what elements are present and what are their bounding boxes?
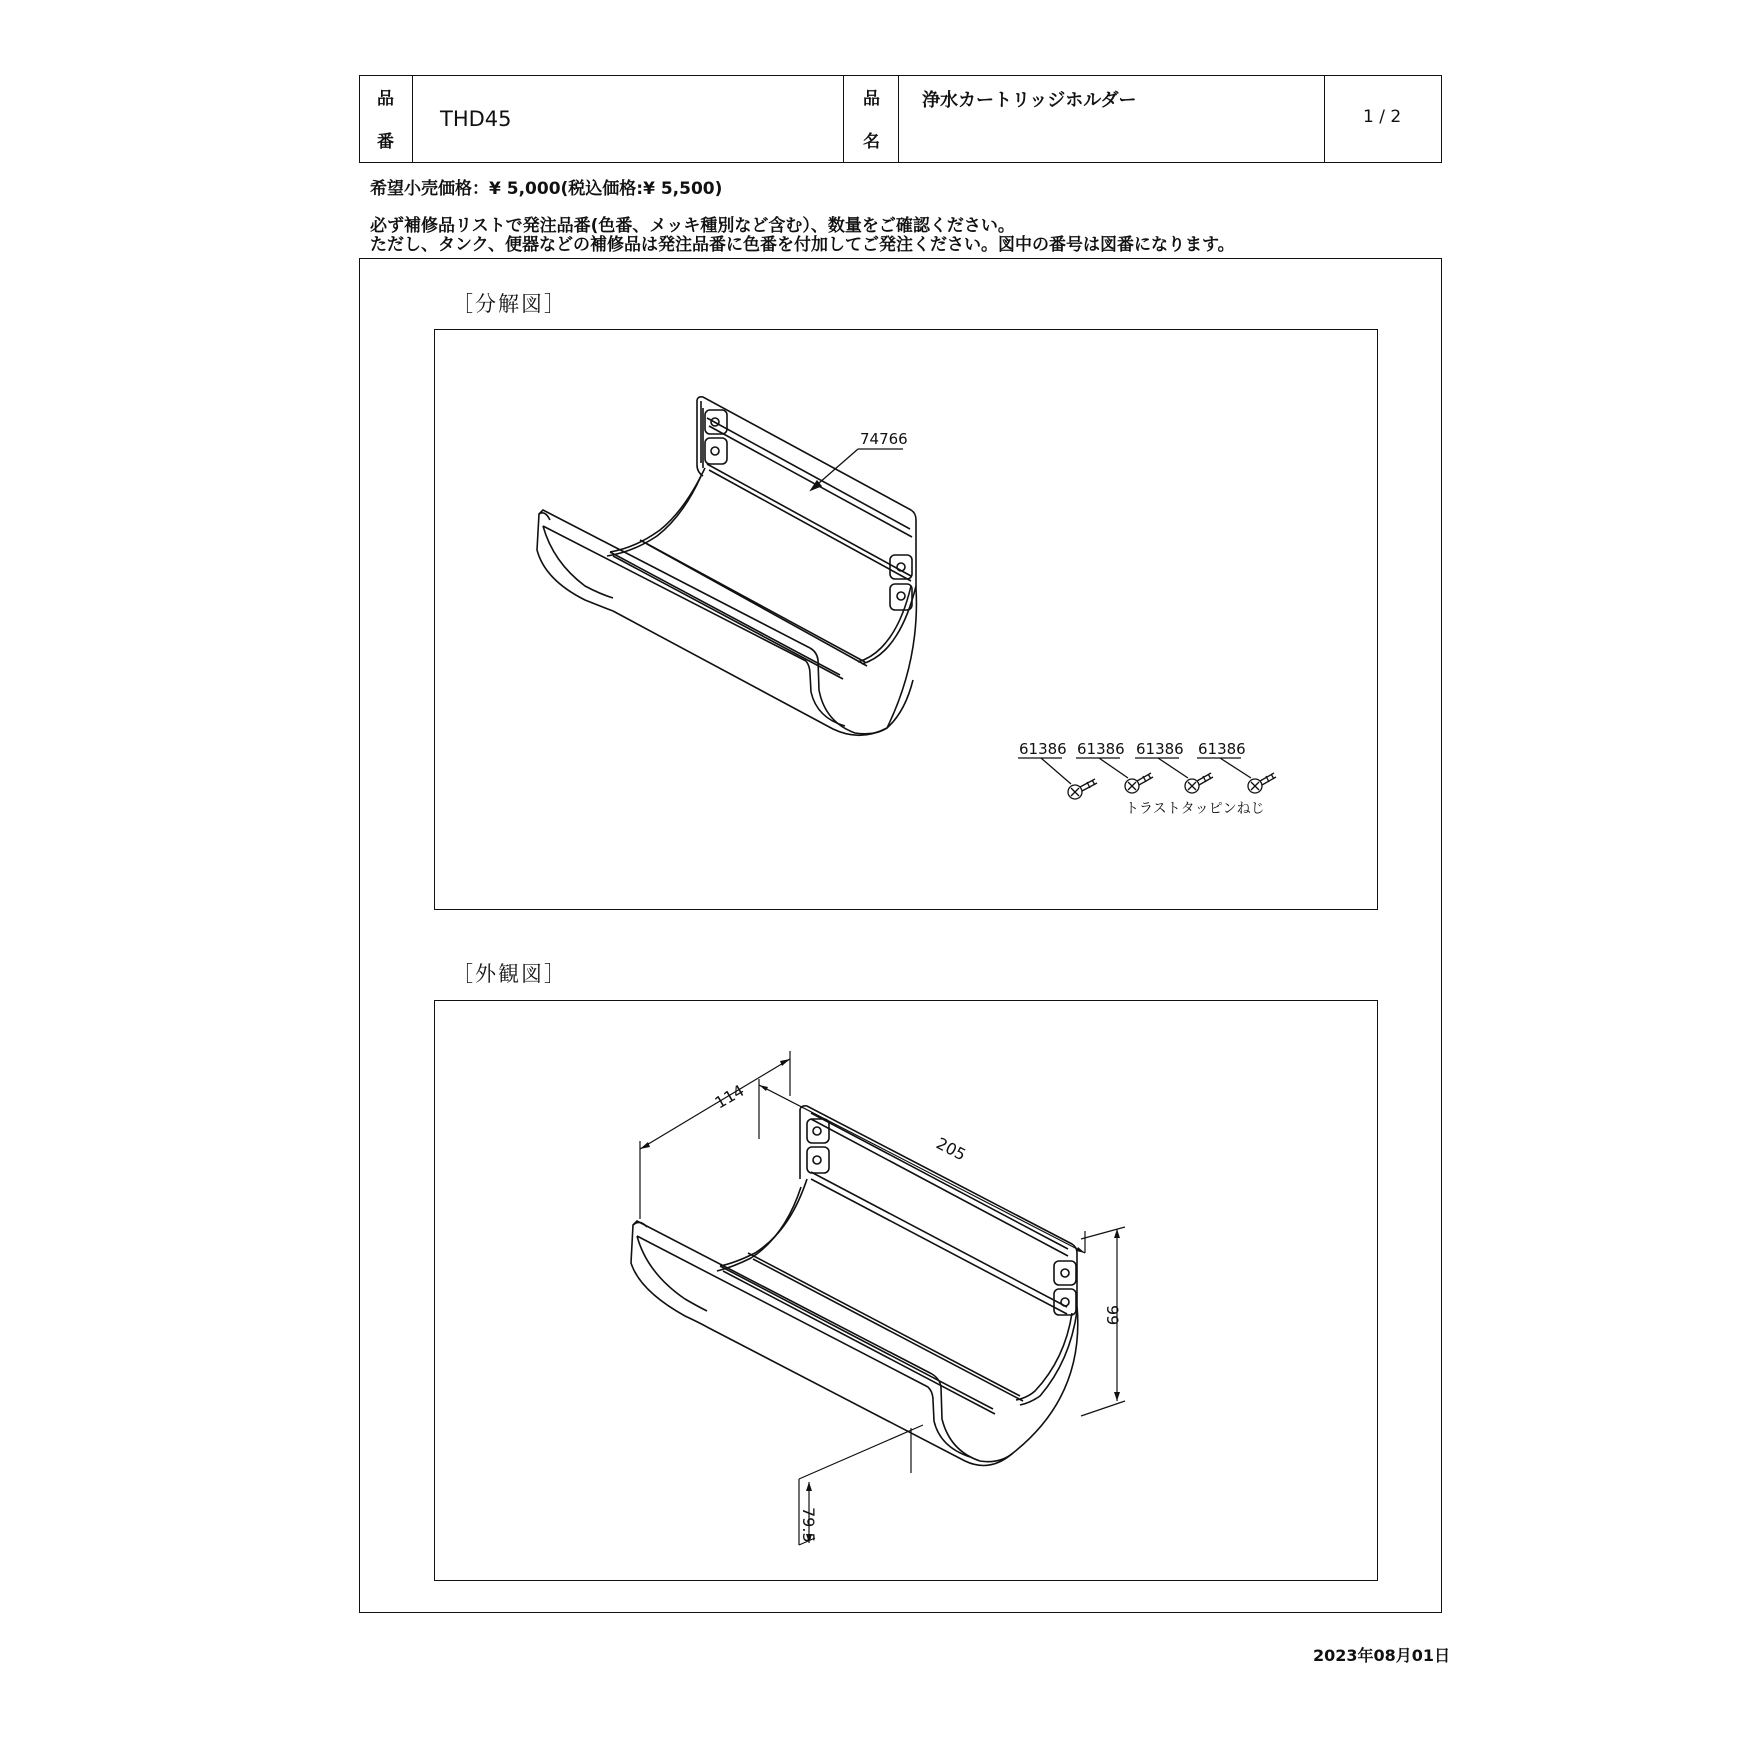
screw-label: 61386 — [1019, 740, 1067, 758]
exterior-view-frame — [434, 1000, 1378, 1581]
part-no-label: 番 — [377, 132, 394, 152]
exterior-view-title: ［外観図］ — [452, 962, 567, 986]
exploded-view-frame — [434, 329, 1378, 910]
order-note-2: ただし、タンク、便器などの補修品は発注品番に色番を付加してご発注ください。図中の番号は図番になります。 — [370, 235, 1235, 255]
screw-label: 61386 — [1198, 740, 1246, 758]
screw-icon — [1125, 773, 1153, 793]
name-label: 品 — [863, 89, 880, 109]
screw-name: トラストタッピンねじ — [1125, 801, 1265, 817]
screw-icon — [1185, 773, 1213, 793]
dimension-height: 99 — [1103, 1305, 1122, 1326]
page-number: 1 / 2 — [1363, 107, 1402, 127]
part-no-label: 品 — [377, 89, 394, 109]
screw-icon — [1068, 779, 1097, 799]
name-label: 名 — [863, 132, 880, 152]
title-block — [359, 75, 1442, 163]
divider — [1324, 76, 1325, 162]
dimension-depth: 114 — [711, 1080, 748, 1113]
divider — [898, 76, 899, 162]
part-label-74766: 74766 — [860, 430, 908, 448]
part-number: THD45 — [440, 107, 512, 131]
dimension-length: 205 — [933, 1133, 970, 1165]
holder-outline — [697, 400, 703, 476]
divider — [412, 76, 413, 162]
exploded-view-drawing — [435, 330, 1379, 911]
order-note-1: 必ず補修品リストで発注品番(色番、メッキ種別など含む）、数量をご確認ください。 — [370, 216, 1015, 236]
product-name: 浄水カートリッジホルダー — [922, 90, 1137, 111]
screw-icon — [1248, 773, 1276, 793]
exploded-view-title: ［分解図］ — [452, 292, 567, 316]
screw-label: 61386 — [1136, 740, 1184, 758]
price-note: 希望小売価格：¥ 5,000(税込価格:¥ 5,500) — [370, 179, 723, 199]
issue-date: 2023年08月01日 — [1313, 1646, 1451, 1665]
exterior-view-drawing — [435, 1001, 1379, 1582]
divider — [843, 76, 844, 162]
screw-label: 61386 — [1077, 740, 1125, 758]
dimension-mount: 79.5 — [799, 1507, 818, 1543]
